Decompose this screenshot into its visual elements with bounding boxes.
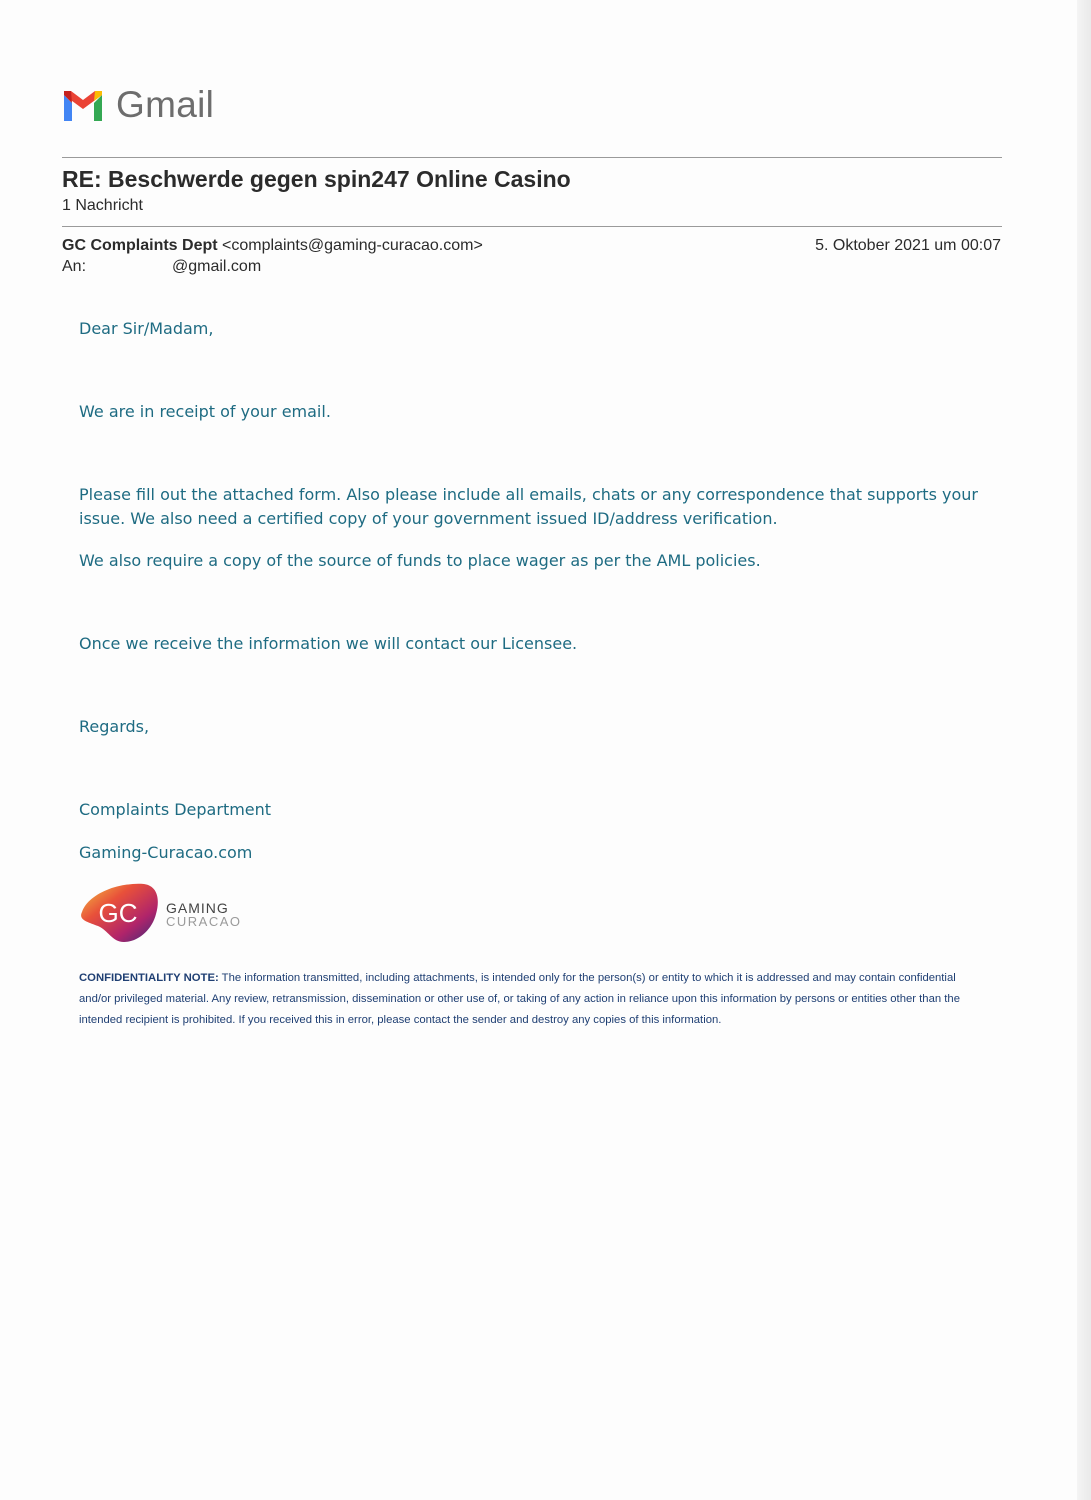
- gc-mark: GC: [98, 898, 138, 928]
- sender-email: <complaints@gaming-curacao.com>: [222, 237, 483, 254]
- recipient-line: [62, 258, 262, 276]
- gc-word-gaming: GAMING: [166, 899, 229, 916]
- header-divider: [62, 157, 1002, 158]
- scan-page-edge: [1077, 0, 1091, 1500]
- sender-name: GC Complaints Dept: [62, 237, 218, 254]
- app-name: Gmail: [116, 84, 215, 125]
- gaming-curacao-logo: [78, 880, 242, 949]
- gmail-logo-icon: [62, 87, 104, 123]
- gc-word-curacao: CURACAO: [166, 913, 242, 929]
- greeting: Dear Sir/Madam,: [79, 319, 214, 338]
- confidentiality-note: [79, 968, 989, 1031]
- email-subject: RE: Beschwerde gegen spin247 Online Casino: [62, 166, 571, 192]
- to-address: @gmail.com: [172, 258, 262, 275]
- to-label: An:: [62, 258, 87, 275]
- message-date: 5. Oktober 2021 um 00:07: [815, 237, 1001, 254]
- body-paragraph-1: We are in receipt of your email.: [79, 402, 331, 421]
- signature-department: Complaints Department: [79, 800, 272, 819]
- body-paragraph-2: Please fill out the attached form. Also please include all emails, chats or any correspondence that supports your issue. We also need a certified copy of your government issued ID/address verification.: [79, 485, 978, 528]
- body-paragraph-4: Once we receive the information we will contact our Licensee.: [79, 634, 578, 653]
- gc-wordmark: [166, 901, 242, 929]
- closing: Regards,: [79, 717, 150, 736]
- confidentiality-label: CONFIDENTIALITY NOTE:: [79, 972, 219, 984]
- gaming-curacao-logo-icon: [78, 880, 160, 949]
- subject-divider: [62, 226, 1002, 227]
- sender-line: [62, 237, 483, 255]
- body-paragraph-3: We also require a copy of the source of funds to place wager as per the AML policies.: [79, 551, 761, 570]
- signature-website: Gaming-Curacao.com: [79, 843, 253, 862]
- gmail-header: [62, 84, 214, 126]
- confidentiality-text: The information transmitted, including attachments, is intended only for the person(s) or entity to which it is addressed and may contain confidential and/or privileged material. Any review, retransmission, dissemination or other use of, or taking of any action in reliance upon this information by persons or entities other than the intended recipient is prohibited. If you received this in error, please contact the sender and destroy any copies of this information.: [79, 972, 960, 1026]
- message-count: 1 Nachricht: [62, 197, 143, 214]
